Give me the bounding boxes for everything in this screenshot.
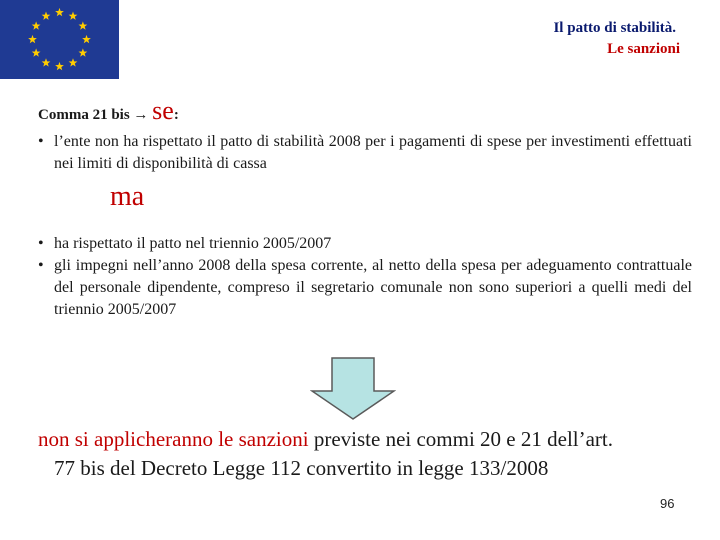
bullet-icon: •: [38, 235, 44, 252]
slide-title: [380, 18, 680, 60]
title-line-1: Il patto di stabilità.: [553, 20, 676, 36]
title-line-2: Le sanzioni: [607, 41, 680, 57]
comma-label: Comma 21 bis: [38, 107, 130, 123]
bullet-list-condition: [38, 131, 692, 175]
eu-flag-icon: [0, 0, 119, 79]
bullet-text: gli impegni nell’anno 2008 della spesa corrente, al netto della spesa per adeguamento contrattuale del personale dipendente, compreso il segretario comunale non sono superiori a quelli medi del triennio 2005/2007: [54, 257, 692, 318]
conclusion-part-2: 77 bis del Decreto Legge 112 convertito in legge 133/2008: [54, 456, 549, 480]
conclusion-text: [38, 425, 703, 483]
conclusion-highlight: non si applicheranno le sanzioni: [38, 427, 309, 451]
ma-connector: ma: [110, 181, 145, 212]
list-item: [38, 131, 692, 175]
bullet-text: l’ente non ha rispettato il patto di stabilità 2008 per i pagamenti di spese per investimenti effettuati nei limiti di disponibilità di cassa: [54, 133, 692, 172]
comma-heading: [38, 96, 179, 126]
conclusion-part-1: previste nei commi 20 e 21 dell’art.: [308, 427, 614, 451]
comma-colon: :: [173, 107, 179, 123]
bullet-list-exceptions: [38, 233, 692, 321]
page-number: 96: [660, 496, 675, 511]
down-arrow-icon: [310, 357, 396, 421]
bullet-text: ha rispettato il patto nel triennio 2005/2007: [54, 235, 332, 252]
bullet-icon: •: [38, 257, 44, 274]
list-item: [38, 255, 692, 321]
comma-se: se: [152, 96, 174, 125]
list-item: [38, 233, 692, 255]
right-arrow-icon: →: [133, 107, 149, 123]
bullet-icon: •: [38, 133, 44, 150]
